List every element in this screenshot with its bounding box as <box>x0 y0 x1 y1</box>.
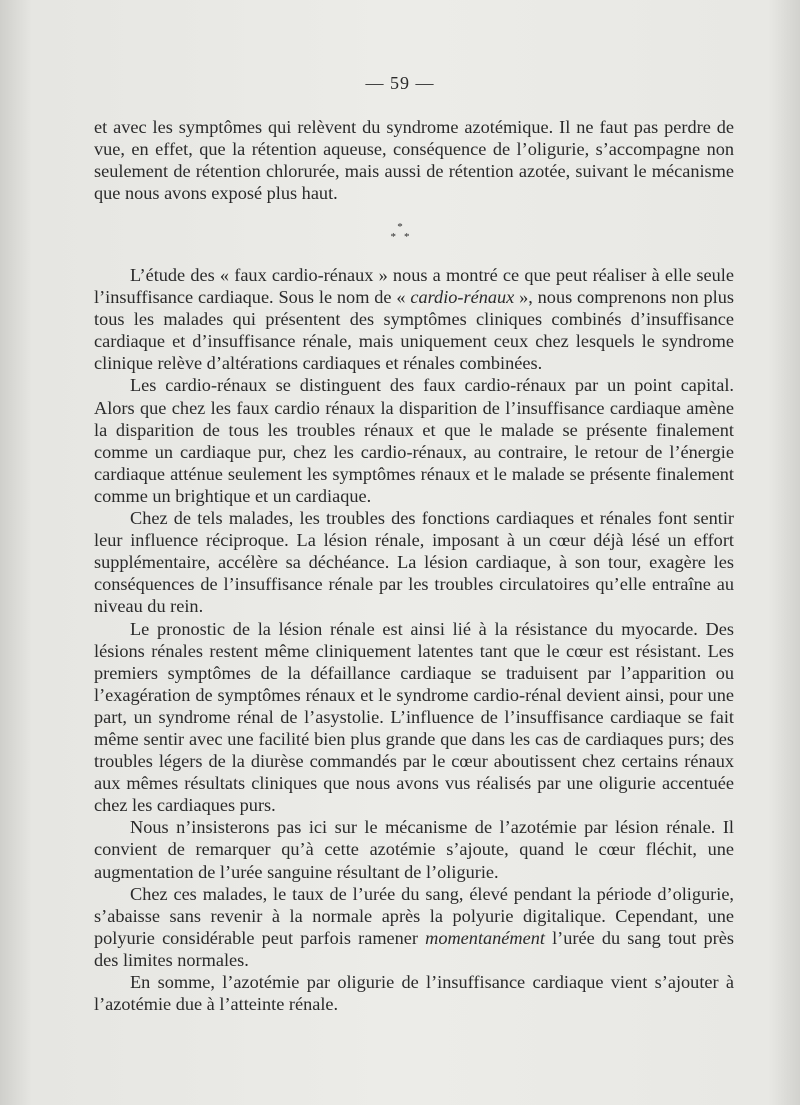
asterism-separator <box>0 222 800 242</box>
asterism-bottom: ** <box>390 231 418 243</box>
paragraph-1-text-b: », nous comprenons non plus tous les malades qui présentent des symptômes cliniques combinés d’insuffisance cardiaque et d’insuffisance rénale, mais uniquement ceux chez lesquels le syndrome clinique relève d’altérations cardiaques et rénales combinées. <box>94 287 734 374</box>
paragraph-6 <box>94 883 734 971</box>
intro-section <box>94 116 734 204</box>
asterism-top: * <box>397 221 403 233</box>
paragraph-6-text-a: Chez ces malades, le taux de l’urée du sang, élevé pendant la période d’oligurie, s’abaisse sans revenir à la normale après la polyurie digitalique. Cependant, une polyurie considérable peut parfois ramener <box>94 883 734 948</box>
paragraph-6-text-b: l’urée du sang tout près des limites normales. <box>94 927 734 970</box>
paragraph-1-text-a: L’étude des « faux cardio-rénaux » nous a montré ce que peut réaliser à elle seule l’insuffisance cardiaque. Sous le nom de « <box>94 265 734 308</box>
paragraph-5: Nous n’insisterons pas ici sur le mécanisme de l’azotémie par lésion rénale. Il convient de remarquer qu’à cette azotémie s’ajoute, quand le cœur fléchit, une augmentation de l’urée sanguine résultant de l’oligurie. <box>94 817 734 882</box>
paragraph-3: Chez de tels malades, les troubles des fonctions cardiaques et rénales font sentir leur influence réciproque. La lésion rénale, imposant à un cœur déjà lésé un effort supplémentaire, accélère sa déchéance. La lésion cardiaque, à son tour, exagère les conséquences de l’insuffisance rénale par les troubles circulatoires qu’elle entraîne au niveau du rein. <box>94 508 734 617</box>
paragraph-1-italic: cardio-rénaux <box>410 287 515 308</box>
paragraph-7: En somme, l’azotémie par oligurie de l’insuffisance cardiaque vient s’ajouter à l’azotémie due à l’atteinte rénale. <box>94 972 734 1015</box>
paragraph-2: Les cardio-rénaux se distinguent des faux cardio-rénaux par un point capital. Alors que chez les faux cardio rénaux la disparition de l’insuffisance cardiaque amène la disparition de tous les troubles rénaux et que le malade se présente finalement comme un cardiaque pur, chez les cardio-rénaux, au contraire, le retour de l’énergie cardiaque atténue seulement les symptômes rénaux et le malade se présente finalement comme un brightique et un cardiaque. <box>94 375 734 506</box>
intro-paragraph: et avec les symptômes qui relèvent du syndrome azotémique. Il ne faut pas perdre de vue, en effet, que la rétention aqueuse, conséquence de l’oligurie, s’accompagne non seulement de rétention chlorurée, mais aussi de rétention azotée, suivant le mécanisme que nous avons exposé plus haut. <box>94 117 734 204</box>
main-section <box>94 264 734 1015</box>
paragraph-1 <box>94 264 734 374</box>
paragraph-6-italic: momentanément <box>425 927 545 948</box>
page-number: — 59 — <box>365 73 435 93</box>
paragraph-4: Le pronostic de la lésion rénale est ainsi lié à la résistance du myocarde. Des lésions rénales restent même cliniquement latentes tant que le cœur est résistant. Les premiers symptômes de la défaillance cardiaque se traduisent par l’apparition ou l’exagération de symptômes rénaux et le syndrome cardio-rénal devient ainsi, pour une part, un syndrome rénal de l’asystolie. L’influence de l’insuffisance cardiaque se fait même sentir avec une facilité bien plus grande que dans les cas de cardiaques purs; des troubles légers de la diurèse commandés par le cœur aboutissent chez certains rénaux aux mêmes résultats cliniques que nous avons vus réalisés par une oligurie accentuée chez les cardiaques purs. <box>94 618 734 816</box>
